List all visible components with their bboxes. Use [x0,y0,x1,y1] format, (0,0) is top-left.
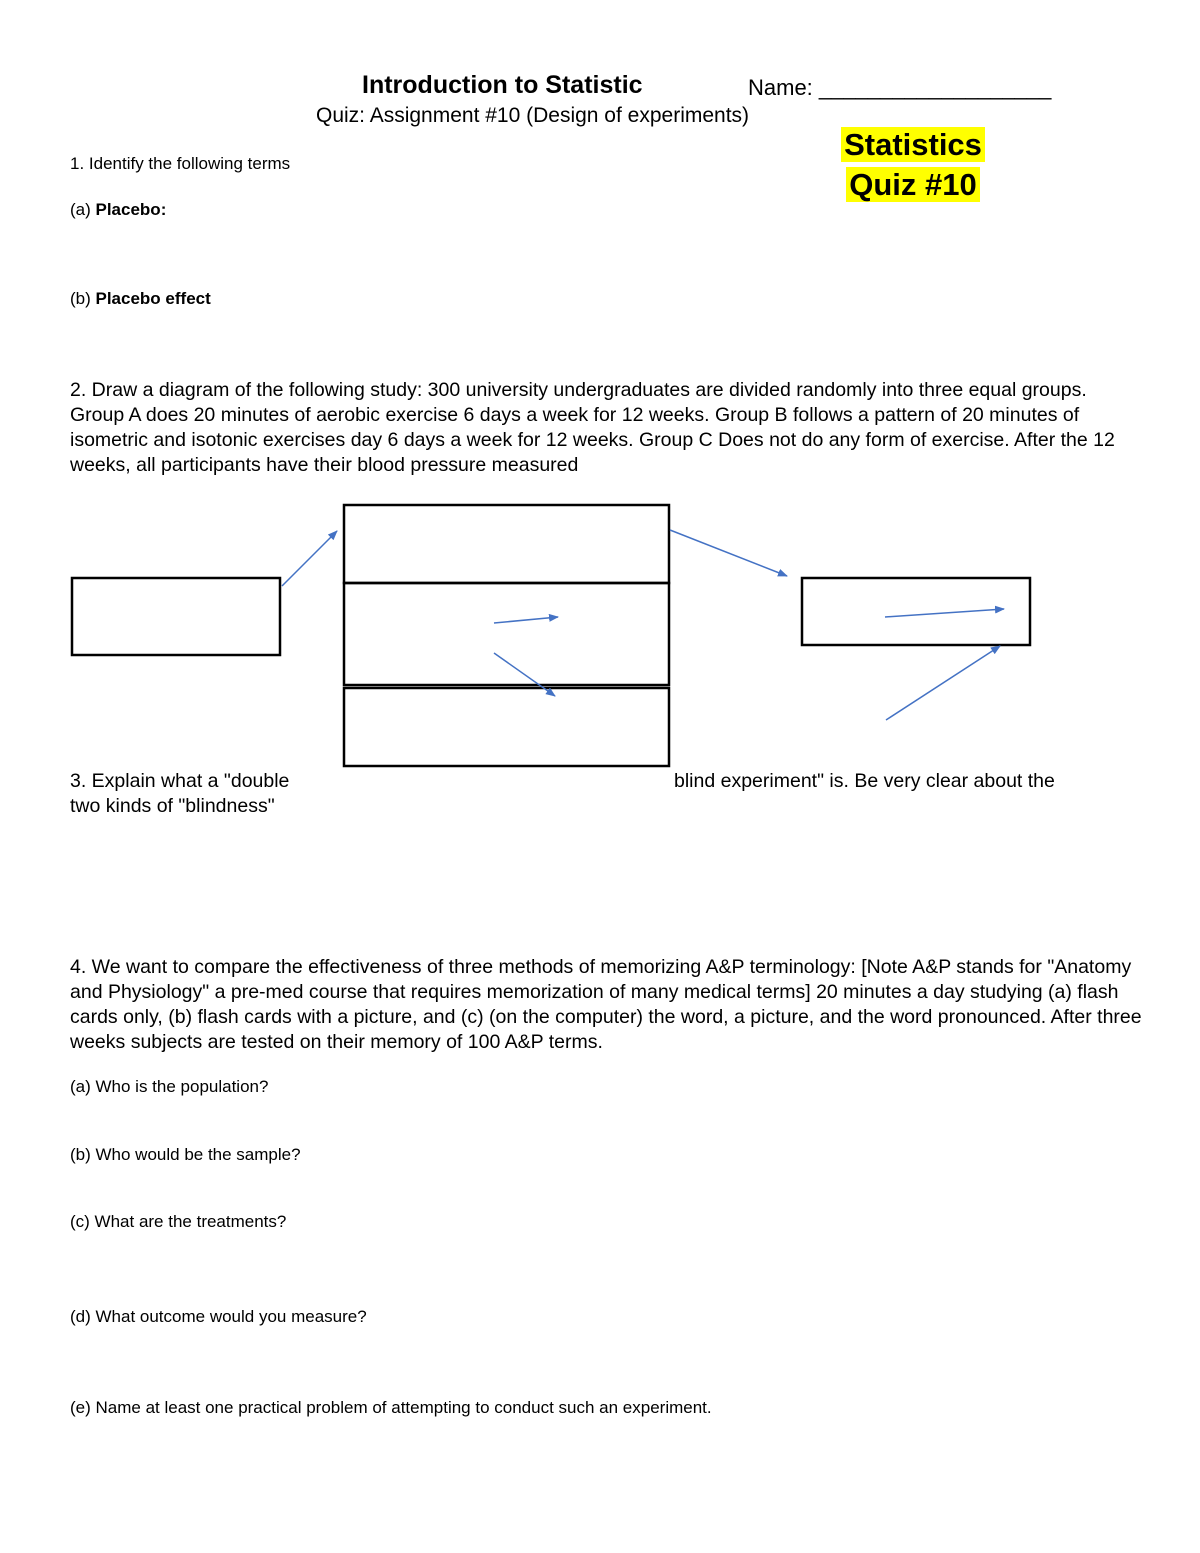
question-1b-prefix: (b) [70,289,96,308]
question-3-part-1: 3. Explain what a "double [70,770,290,792]
diagram-box-group-a[interactable] [344,505,669,583]
question-3-part-2: blind experiment" is. Be very clear about the [674,770,1055,792]
question-4e: (e) Name at least one practical problem of attempting to conduct such an experiment. [70,1398,712,1417]
diagram-box-group-c[interactable] [344,688,669,766]
quiz-subtitle: Quiz: Assignment #10 (Design of experiments) [316,104,750,127]
diagram-box-outcome[interactable] [802,578,1030,645]
name-field[interactable]: Name: ___________________ [748,75,1052,100]
question-4d: (d) What outcome would you measure? [70,1307,367,1326]
arrow-group-b-right [494,617,558,623]
question-1-prompt: 1. Identify the following terms [70,154,291,173]
question-1a-prefix: (a) [70,200,96,219]
badge-line-2: Quiz #10 [846,167,980,202]
badge-line-1: Statistics [841,127,985,162]
arrow-to-group-a [282,531,337,586]
diagram-box-group-b[interactable] [344,583,669,685]
arrow-inside-outcome [885,609,1004,617]
page-title: Introduction to Statistic [362,71,643,99]
question-3-part-3: two kinds of "blindness" [70,795,275,817]
arrow-group-a-to-outcome [670,530,787,576]
arrow-group-b-down [494,653,555,696]
question-4a: (a) Who is the population? [70,1077,269,1096]
question-2-text: 2. Draw a diagram of the following study: 300 university undergraduates are divided randomly into three equal groups. Group A does 20 minutes of aerobic exercise 6 days a week for 12 weeks. Group B follows a pattern of 20 minutes of isometric and isotonic exercises day 6 days a week for 12 weeks. Group C Does not do any form of exercise. After the 12 weeks, all participants have their blood pressure measured [70,379,1115,476]
question-4-text: 4. We want to compare the effectiveness of three methods of memorizing A&P terminology: [Note A&P stands for "Anatomy and Physiology" a pre-med course that requires memorization of many medical terms] 20 minutes a day studying (a) flash cards only, (b) flash cards with a picture, and (c) (on the computer) the word, a picture, and the word pronounced. After three weeks subjects are tested on their memory of 100 A&P terms. [70,956,1142,1053]
question-1a-term: Placebo: [95,200,167,219]
arrow-to-outcome-bottom [886,646,1000,720]
question-4c: (c) What are the treatments? [70,1212,287,1231]
diagram-box-subjects[interactable] [72,578,280,655]
question-4b: (b) Who would be the sample? [70,1145,301,1164]
question-1b-term: Placebo effect [95,289,211,308]
